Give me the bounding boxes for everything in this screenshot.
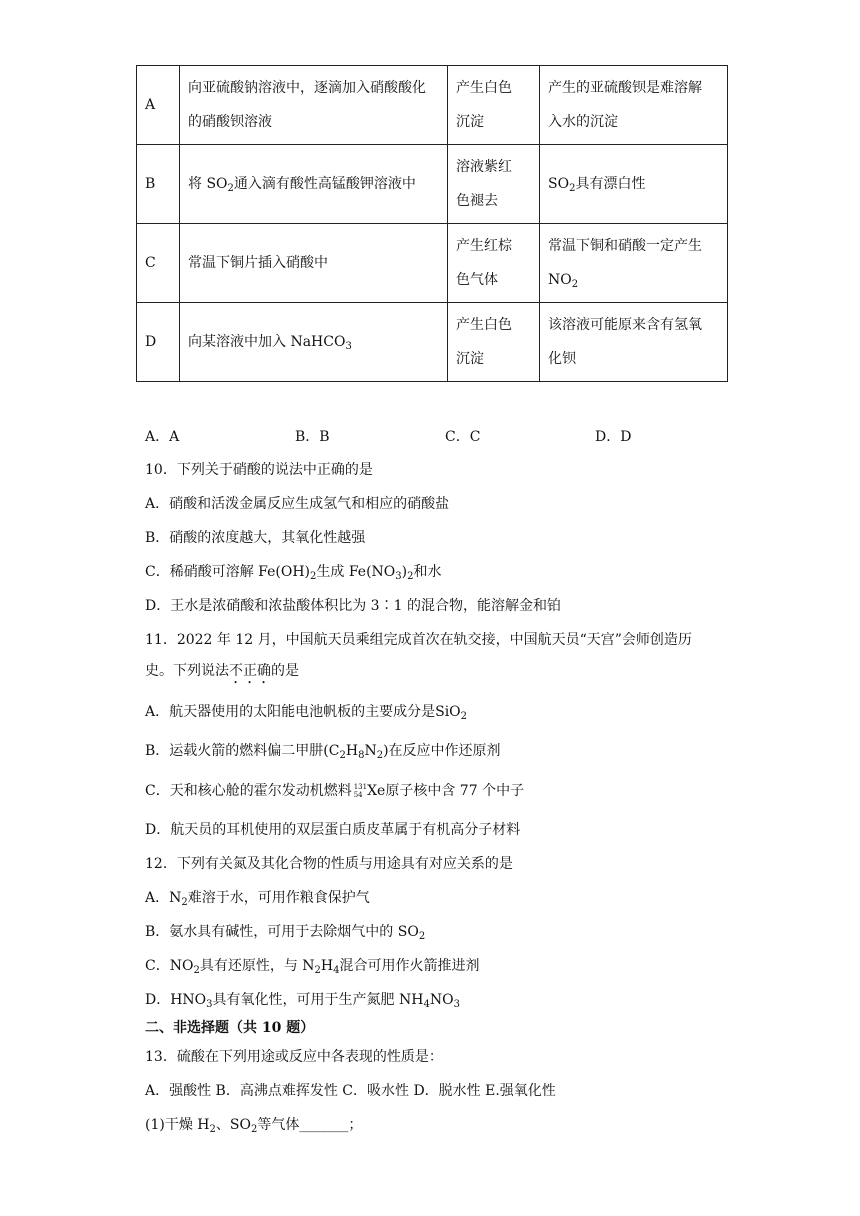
q13-part1: (1)干燥 $H_2$、$SO_2$等气体_______； xyxy=(145,1117,363,1135)
q13-options: A．强酸性 B．高沸点难挥发性 C．吸水性 D．脱水性 E.强氧化性 xyxy=(145,1083,556,1099)
operation-cell: 向亚硫酸钠溶液中，逐滴加入硝酸酸化的硝酸钡溶液 xyxy=(180,66,448,145)
phenomenon-cell: 产生白色 沉淀 xyxy=(448,66,540,145)
q11-option-d[interactable]: D．航天员的耳机使用的双层蛋白质皮革属于有机高分子材料 xyxy=(145,822,521,838)
q11-option-c[interactable]: C．天和核心舱的霍尔发动机燃料 131 54 Xe原子核中含 77 个中子 xyxy=(145,783,525,799)
q10-option-b[interactable]: B．硝酸的浓度越大，其氧化性越强 xyxy=(145,530,366,546)
conclusion-cell: 产生的亚硫酸钡是难溶解 入水的沉淀 xyxy=(540,66,728,145)
table-row xyxy=(137,303,728,382)
table-row xyxy=(137,145,728,224)
phenomenon-cell: 产生红棕 色气体 xyxy=(448,224,540,303)
operation-cell: 常温下铜片插入硝酸中 xyxy=(180,224,448,303)
conclusion-cell: $SO_2$具有漂白性 xyxy=(540,145,728,224)
experiment-table xyxy=(136,65,728,382)
q12-option-a[interactable]: A．$N_2$难溶于水，可用作粮食保护气 xyxy=(145,890,370,908)
q12-stem: 12．下列有关氮及其化合物的性质与用途具有对应关系的是 xyxy=(145,856,513,872)
q11-option-b[interactable]: B．运载火箭的燃料偏二甲肼$(C_2H_8N_2)$在反应中作还原剂 xyxy=(145,743,501,761)
q13-stem: 13．硫酸在下列用途或反应中各表现的性质是： xyxy=(145,1049,443,1065)
operation-cell: 向某溶液中加入 NaHCO$_3$ xyxy=(180,303,448,382)
phenomenon-cell: 溶液紫红 色褪去 xyxy=(448,145,540,224)
row-label: D xyxy=(137,303,180,382)
q12-option-d[interactable]: D．$HNO_3$具有氧化性，可用于生产氮肥 $NH_4NO_3$ xyxy=(145,992,460,1010)
conclusion-cell: 常温下铜和硝酸一定产生 $NO_2$ xyxy=(540,224,728,303)
isotope-notation: 131 54 xyxy=(353,783,368,799)
option-c[interactable]: C．C xyxy=(445,429,481,445)
option-d[interactable]: D．D xyxy=(595,429,632,445)
q10-option-c[interactable]: C．稀硝酸可溶解 $Fe(OH)_2$生成 $Fe(NO_3)_2$和水 xyxy=(145,564,442,582)
table-row xyxy=(137,224,728,303)
q9-options xyxy=(145,426,745,446)
q12-option-c[interactable]: C．$NO_2$具有还原性，与 $N_2H_4$混合可用作火箭推进剂 xyxy=(145,958,480,976)
operation-cell: 将 $SO_2$通入滴有酸性高锰酸钾溶液中 xyxy=(180,145,448,224)
q10-option-a[interactable]: A．硝酸和活泼金属反应生成氢气和相应的硝酸盐 xyxy=(145,496,450,512)
q11-option-a[interactable]: A．航天器使用的太阳能电池帆板的主要成分是SiO$_2$ xyxy=(145,704,468,722)
option-b[interactable]: B．B xyxy=(295,429,330,445)
conclusion-cell: 该溶液可能原来含有氢氧 化钡 xyxy=(540,303,728,382)
q11-stem-line2: 史。下列说法不正确的是 xyxy=(145,663,299,679)
q10-option-d[interactable]: D．王水是浓硝酸和浓盐酸体积比为 3∶1 的混合物，能溶解金和铂 xyxy=(145,598,561,614)
q11-stem-line1: 11．2022 年 12 月，中国航天员乘组完成首次在轨交接，中国航天员“天宫”会师创造历 xyxy=(145,632,692,648)
row-label: A xyxy=(137,66,180,145)
option-a[interactable]: A．A xyxy=(145,429,180,445)
emphasis-text: 不正确 xyxy=(229,663,271,679)
row-label: C xyxy=(137,224,180,303)
phenomenon-cell: 产生白色 沉淀 xyxy=(448,303,540,382)
row-label: B xyxy=(137,145,180,224)
q12-option-b[interactable]: B．氨水具有碱性，可用于去除烟气中的 $SO_2$ xyxy=(145,924,426,942)
table-row xyxy=(137,66,728,145)
section-heading: 二、非选择题（共 10 题） xyxy=(145,1020,315,1036)
q10-stem: 10．下列关于硝酸的说法中正确的是 xyxy=(145,462,373,478)
